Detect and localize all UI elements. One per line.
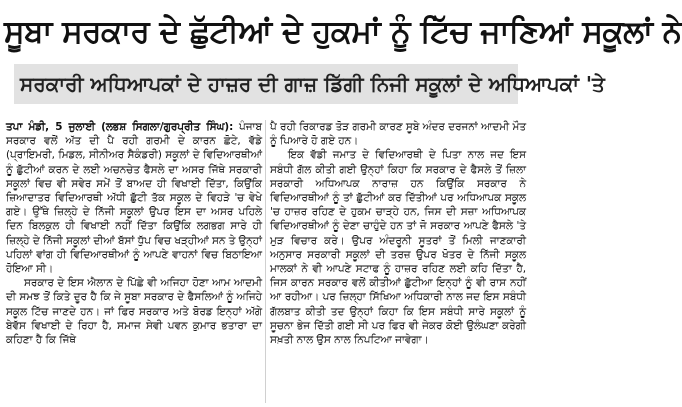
article-paragraph: ਸਰਕਾਰ ਦੇ ਇਸ ਐਲਾਨ ਦੇ ਪਿੱਛੇ ਵੀ ਅਜਿਹਾ ਹੋਣਾ ਆਮ ਆਦਮੀ ਦੀ ਸਮਝ ਤੋਂ ਕਿਤੇ ਦੂਰ ਹੈ ਕਿ ਜੇ ਸੂਬਾ ਸਰਕਾਰ ਦੇ ਫੈਸਲਿਆਂ ਨੂੰ ਅਜਿਹੇ ਸਕੂਲ ਟਿੱਚ ਜਾਣਦੇ ਹਨ। ਜਾਂ ਫਿਰ ਸਰਕਾਰ ਅਤੇ ਬੋਰਡ ਇਨ੍ਹਾਂ ਅੱਗੇ ਬੇਵੱਸ ਵਿਖਾਈ ਦੇ ਰਿਹਾ ਹੈ, ਸਮਾਜ ਸੇਵੀ ਪਵਨ ਕੁਮਾਰ ਭਤਾਰਾ ਦਾ ਕਹਿਣਾ ਹੈ ਕਿ ਜਿੱਥੇ xyxy=(6,277,262,347)
article-paragraph xyxy=(6,120,262,276)
article-column-right xyxy=(270,120,526,403)
article-paragraph: ਪੈ ਰਹੀ ਰਿਕਾਰਡ ਤੋੜ ਗਰਮੀ ਕਾਰਣ ਸੂਬੇ ਅੰਦਰ ਦਰਜਨਾਂ ਆਦਮੀ ਮੌਤ ਨੂੰ ਪਿਆਰੇ ਹੋ ਗਏ ਹਨ। xyxy=(270,121,526,148)
subheadline: ਸਰਕਾਰੀ ਅਧਿਆਪਕਾਂ ਦੇ ਹਾਜ਼ਰ ਦੀ ਗਾਜ਼ ਡਿੱਗੀ ਨਿਜੀ ਸਕੂਲਾਂ ਦੇ ਅਧਿਆਪਕਾਂ 'ਤੇ xyxy=(20,72,605,96)
column-divider xyxy=(265,120,266,403)
article-column-left xyxy=(6,120,262,403)
article-paragraph: ਇਕ ਵੱਡੀ ਜਮਾਤ ਦੇ ਵਿਦਿਆਰਥੀ ਦੇ ਪਿਤਾ ਨਾਲ ਜਦ ਇਸ ਸਬੰਧੀ ਗੱਲ ਕੀਤੀ ਗਈ ਉਨ੍ਹਾਂ ਕਿਹਾ ਕਿ ਸਰਕਾਰ ਦੇ ਫੈਸਲੇ ਤੋਂ ਜ਼ਿਲਾ ਸਰਕਾਰੀ ਅਧਿਆਪਕ ਨਾਰਾਜ਼ ਹਨ ਕਿਉਂਕਿ ਸਰਕਾਰ ਨੇ ਵਿਦਿਆਰਥੀਆਂ ਨੂੰ ਤਾਂ ਛੁੱਟੀਆਂ ਕਰ ਦਿੱਤੀਆਂ ਪਰ ਅਧਿਆਪਕ ਸਕੂਲ 'ਚ ਹਾਜ਼ਰ ਰਹਿਣ ਦੇ ਹੁਕਮ ਚਾੜ੍ਹੇ ਹਨ, ਜਿਸ ਦੀ ਸਜ਼ਾ ਅਧਿਆਪਕ ਵਿਦਿਆਰਥੀਆਂ ਨੂੰ ਦੇਣਾ ਚਾਹੁੰਦੇ ਹਨ ਤਾਂ ਜੋ ਸਰਕਾਰ ਆਪਣੇ ਫੈਸਲੇ 'ਤੇ ਮੁੜ ਵਿਚਾਰ ਕਰੇ। ਉਪਰ ਅੰਦਰੂਨੀ ਸੂਤਰਾਂ ਤੋਂ ਮਿਲੀ ਜਾਣਕਾਰੀ ਅਨੁਸਾਰ ਸਰਕਾਰੀ ਸਕੂਲਾਂ ਦੀ ਤਰਜ਼ ਉਪਰ ਖੋਤਰ ਦੇ ਨਿੱਜੀ ਸਕੂਲ ਮਾਲਕਾਂ ਨੇ ਵੀ ਆਪਣੇ ਸਟਾਫ ਨੂੰ ਹਾਜ਼ਰ ਰਹਿਣ ਲਈ ਕਹਿ ਦਿੱਤਾ ਹੈ, ਜਿਸ ਕਾਰਨ ਸਰਕਾਰ ਵਲੋਂ ਕੀਤੀਆਂ ਛੁੱਟੀਆ ਇਨ੍ਹਾਂ ਨੂੰ ਵੀ ਰਾਸ ਨਹੀਂ ਆ ਰਹੀਆ। ਪਰ ਜ਼ਿਲ੍ਹਾ ਸਿੱਖਿਆ ਅਧਿਕਾਰੀ ਨਾਲ ਜਦ ਇਸ ਸਬੰਧੀ ਗੱਲਬਾਤ ਕੀਤੀ ਤਦ ਉਨ੍ਹਾਂ ਕਿਹਾ ਕਿ ਇਸ ਸਬੰਧੀ ਸਾਰੇ ਸਕੂਲਾਂ ਨੂੰ ਸੂਚਨਾ ਭੇਜ ਦਿੱਤੀ ਗਈ ਸੀ ਪਰ ਫਿਰ ਵੀ ਜੇਕਰ ਕੋਈ ਉਲੰਘਣਾ ਕਰੇਗੀ ਸਖ਼ਤੀ ਨਾਲ ਉਸ ਨਾਲ ਨਿਪਟਿਆ ਜਾਵੇਗਾ। xyxy=(270,149,526,347)
article-text: ਪੰਜਾਬ ਸਰਕਾਰ ਵਲੋਂ ਅੱਤ ਦੀ ਪੈ ਰਹੀ ਗਰਮੀ ਦੇ ਕਾਰਨ ਛੋਟੇ, ਵੱਡੇ (ਪ੍ਰਾਇਮਰੀ, ਮਿਡਲ, ਸੀਨੀਅਰ ਸੈਕੰਡਰੀ) ਸਕੂਲਾਂ ਦੇ ਵਿਦਿਆਰਥੀਆਂ ਨੂੰ ਛੁੱਟੀਆਂ ਕਰਨ ਦੇ ਲਈ ਅਚਨਚੇਤ ਫੈਸਲੇ ਦਾ ਅਸਰ ਜਿੱਥੇ ਸਰਕਾਰੀ ਸਕੂਲਾਂ ਵਿਚ ਵੀ ਸਵੇਰ ਸਮੇਂ ਤੋਂ ਬਾਅਦ ਹੀ ਵਿਖਾਈ ਦਿੱਤਾ, ਕਿਉਂਕਿ ਜ਼ਿਆਦਾਤਰ ਵਿਦਿਆਰਥੀ ਅੱਧੀ ਛੁੱਟੀ ਤੱਕ ਸਕੂਲ ਦੇ ਵਿਹੜੇ 'ਚ ਵੇਖੇ ਗਏ। ਉੱਥੇ ਜ਼ਿਲ੍ਹੇ ਦੇ ਨਿੱਜੀ ਸਕੂਲਾਂ ਉਪਰ ਇਸ ਦਾ ਅਸਰ ਪਹਿਲੇ ਦਿਨ ਬਿਲਕੁਲ ਹੀ ਵਿਖਾਈ ਨਹੀਂ ਦਿੱਤਾ ਕਿਉਂਕਿ ਲਗਭਗ ਸਾਰੇ ਹੀ ਜ਼ਿਲ੍ਹੇ ਦੇ ਨਿੱਜੀ ਸਕੂਲਾਂ ਦੀਆਂ ਬੱਸਾਂ ਧੁੱਪ ਵਿਚ ਖੜ੍ਹੀਆਂ ਸਨ ਤੇ ਉਨ੍ਹਾਂ ਪਹਿਲਾਂ ਵਾਂਗ ਹੀ ਵਿਦਿਆਰਥੀਆਂ ਨੂੰ ਆਪਣੇ ਵਾਹਨਾਂ ਵਿਚ ਬਿਠਾਇਆ ਹੋਇਆ ਸੀ। xyxy=(6,121,262,276)
dateline: ਤਪਾ ਮੰਡੀ, 5 ਜੁਲਾਈ (ਲਭਸ਼ ਸਿਗਲਾ/ਗੁਰਪ੍ਰੀਤ ਸਿੰਘ): xyxy=(6,121,234,133)
headline: ਸੂਬਾ ਸਰਕਾਰ ਦੇ ਛੁੱਟੀਆਂ ਦੇ ਹੁਕਮਾਂ ਨੂੰ ਟਿੱਚ ਜਾਣਿਆਂ ਸਕੂਲਾਂ ਨੇ xyxy=(4,14,682,50)
